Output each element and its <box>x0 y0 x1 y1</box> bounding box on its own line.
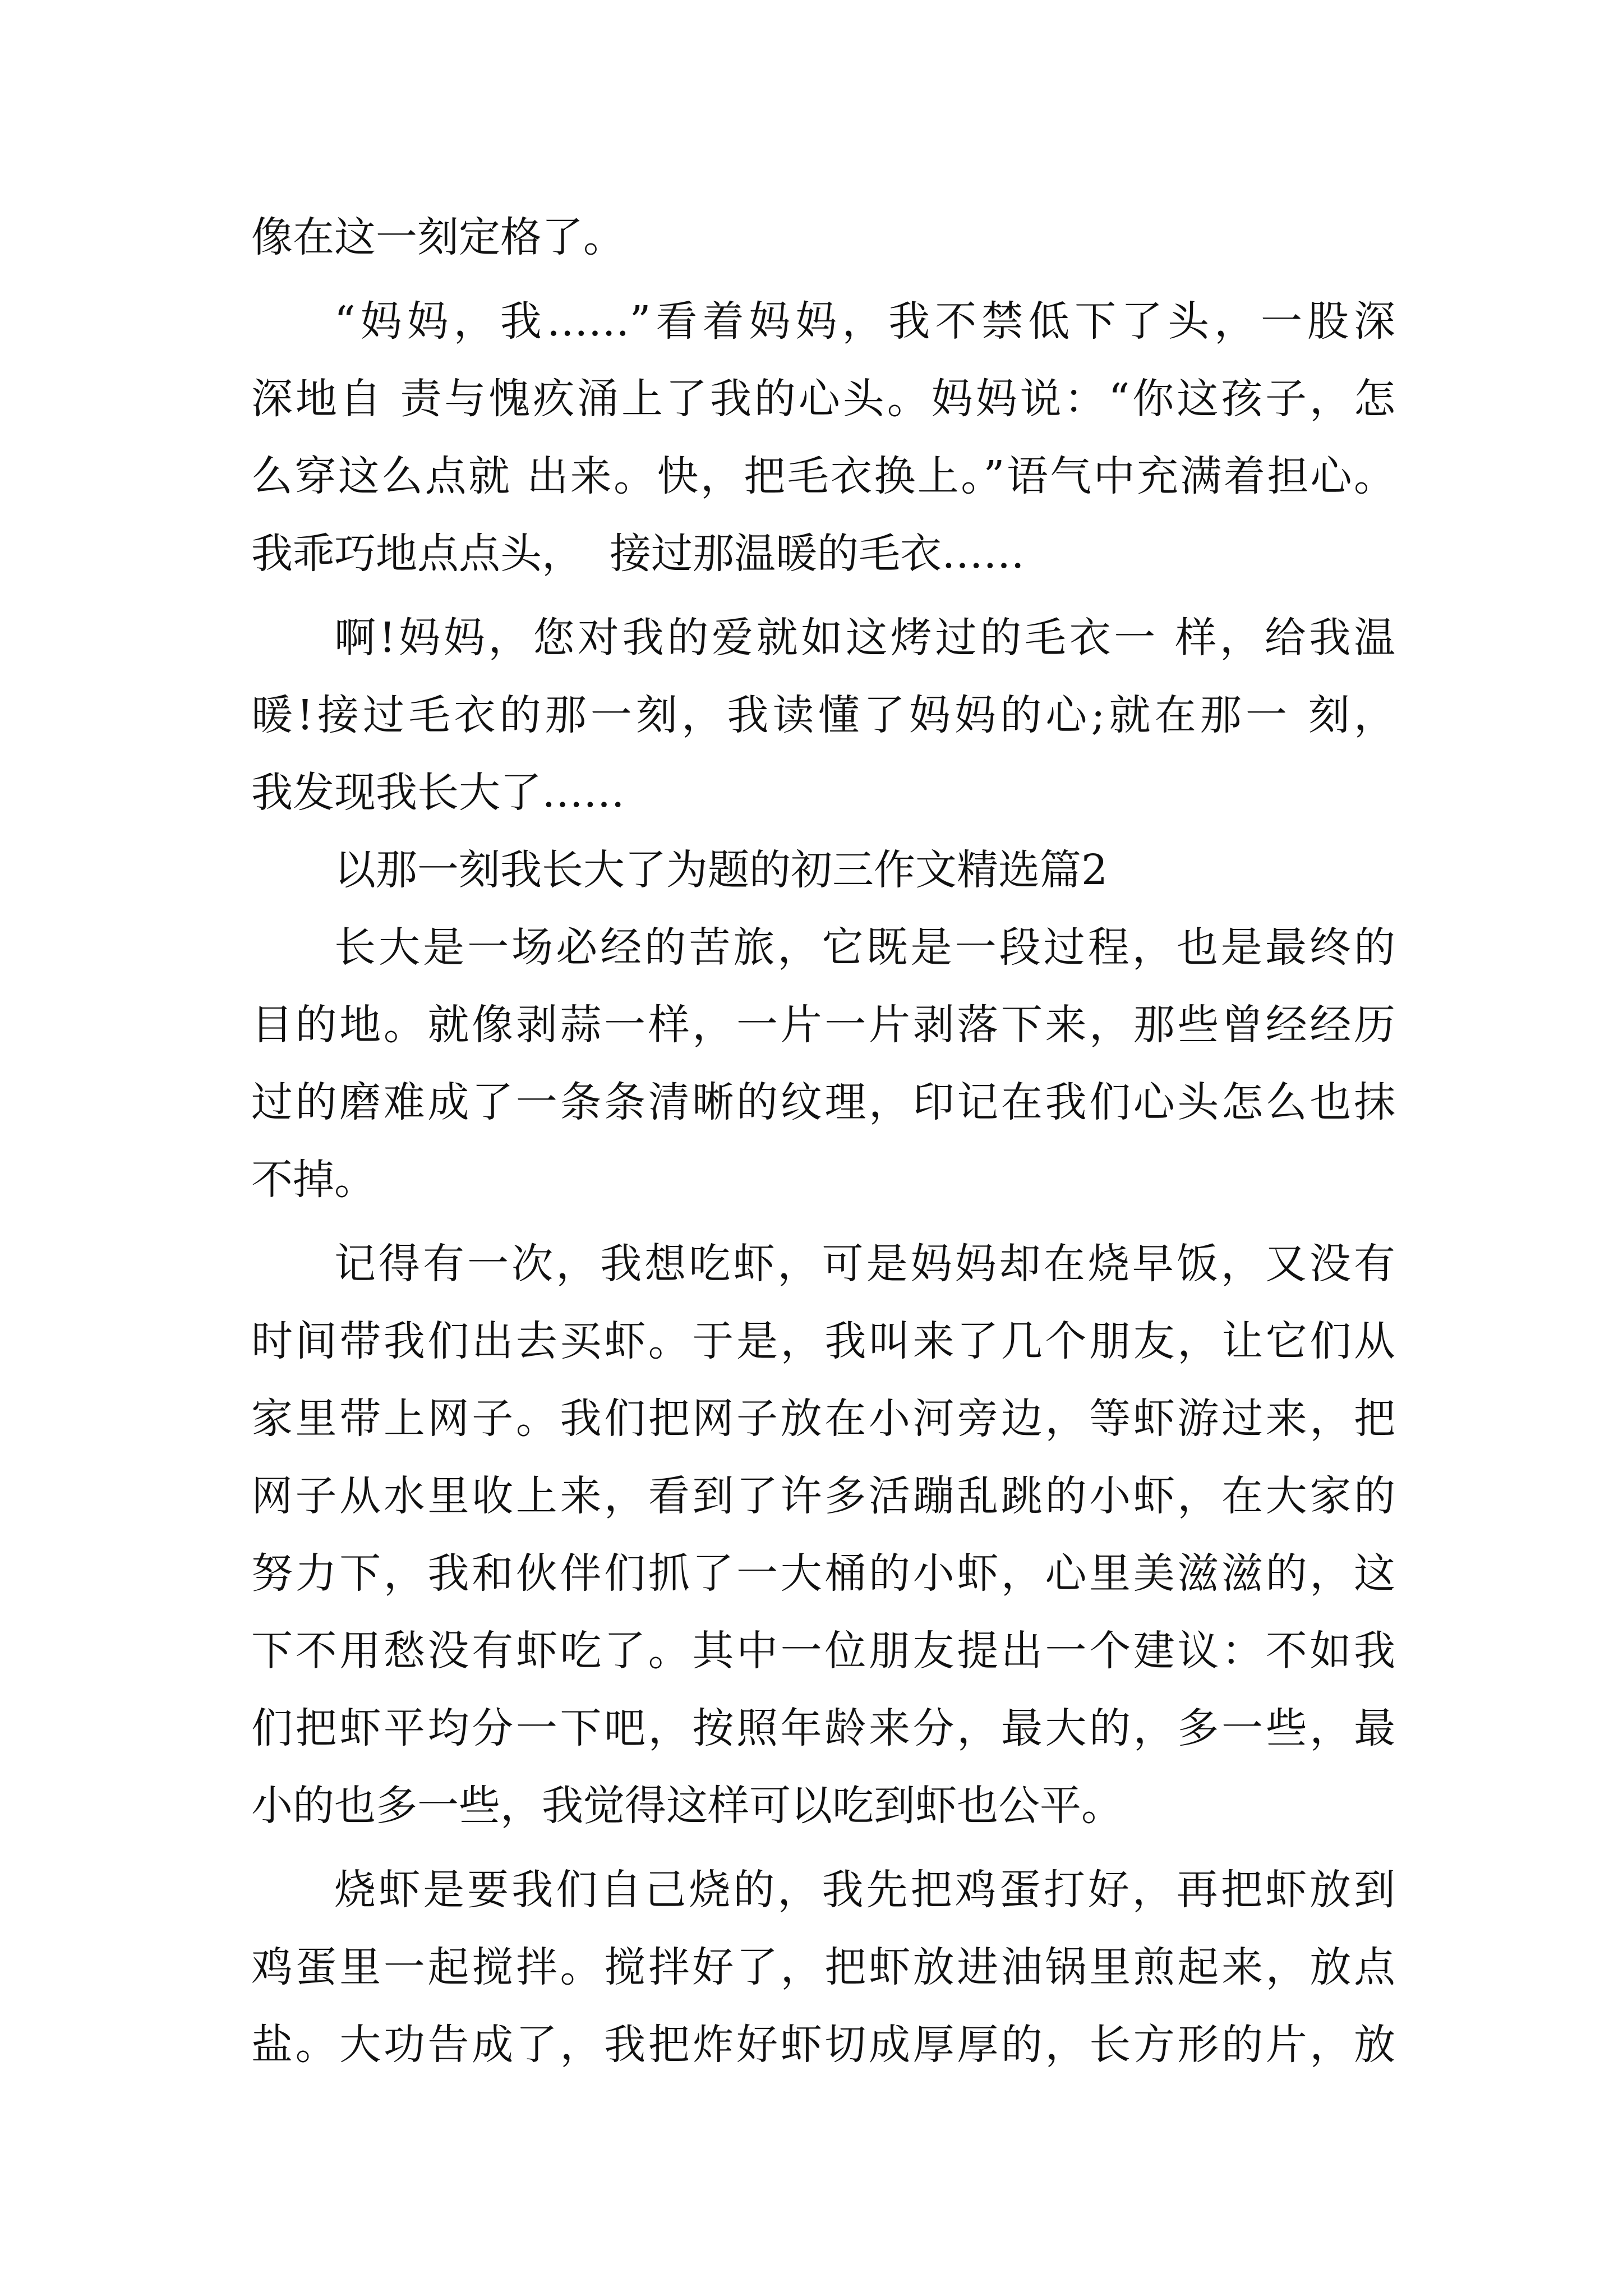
text-line: 家里带上网子。我们把网子放在小河旁边，等虾游过来，把 <box>251 1395 1395 1443</box>
text-line: 网子从水里收上来，看到了许多活蹦乱跳的小虾，在大家的 <box>251 1472 1395 1520</box>
text-line: 下不用愁没有虾吃了。其中一位朋友提出一个建议：不如我 <box>251 1627 1395 1675</box>
text-line: 像在这一刻定格了。 <box>251 213 625 261</box>
text-line: 深地自 责与愧疚涌上了我的心头。妈妈说：“你这孩子，怎 <box>251 375 1395 423</box>
text-line: 不掉。 <box>251 1156 376 1204</box>
text-line: 长大是一场必经的苦旅，它既是一段过程，也是最终的 <box>334 923 1395 972</box>
section-heading: 以那一刻我长大了为题的初三作文精选篇2 <box>334 846 1108 894</box>
text-line: 时间带我们出去买虾。于是，我叫来了几个朋友，让它们从 <box>251 1317 1395 1365</box>
text-line: 啊!妈妈，您对我的爱就如这烤过的毛衣一 样，给我温 <box>334 614 1395 662</box>
text-line: 记得有一次，我想吃虾，可是妈妈却在烧早饭，又没有 <box>334 1240 1395 1288</box>
text-line: 努力下，我和伙伴们抓了一大桶的小虾，心里美滋滋的，这 <box>251 1549 1395 1598</box>
text-line: 目的地。就像剥蒜一样，一片一片剥落下来，那些曾经经历 <box>251 1001 1395 1049</box>
text-line: 烧虾是要我们自己烧的，我先把鸡蛋打好，再把虾放到 <box>334 1866 1395 1914</box>
text-line: 小的也多一些，我觉得这样可以吃到虾也公平。 <box>251 1782 1123 1830</box>
text-line: 鸡蛋里一起搅拌。搅拌好了，把虾放进油锅里煎起来，放点 <box>251 1943 1395 1991</box>
text-line: 过的磨难成了一条条清晰的纹理，印记在我们心头怎么也抹 <box>251 1078 1395 1126</box>
text-line: 们把虾平均分一下吧，按照年龄来分，最大的，多一些，最 <box>251 1704 1395 1752</box>
text-line: 暖!接过毛衣的那一刻，我读懂了妈妈的心;就在那一 刻， <box>251 691 1395 739</box>
text-line: 我发现我长大了…… <box>251 769 625 817</box>
text-line: “妈妈，我……”看着妈妈，我不禁低下了头，一股深 <box>334 297 1395 346</box>
text-line: 我乖巧地点点头， 接过那温暖的毛衣…… <box>251 530 1025 578</box>
text-line: 盐。大功告成了，我把炸好虾切成厚厚的，长方形的片，放 <box>251 2021 1395 2069</box>
text-line: 么穿这么点就 出来。快，把毛衣换上。”语气中充满着担心。 <box>251 452 1395 500</box>
